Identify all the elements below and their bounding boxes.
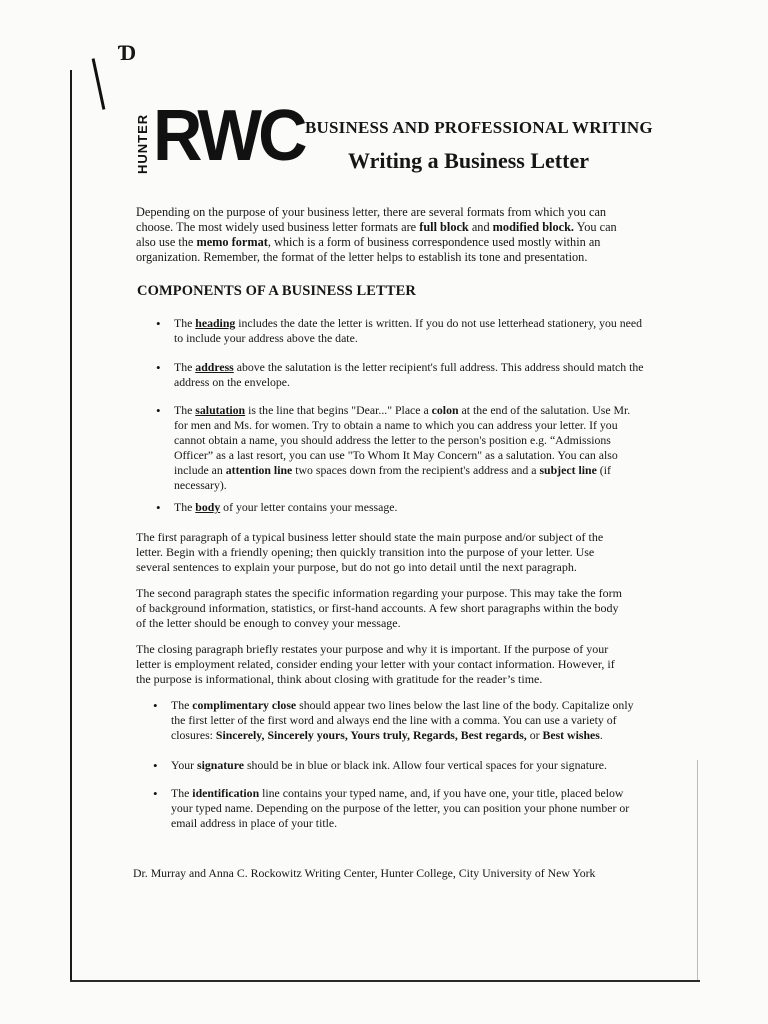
document-page: Ɗ HUNTER RWC BUSINESS AND PROFESSIONAL WRITING Writing a Business Letter Depending on the purpose of your business letter, there are several formats from which you can choose. The most widely used business letter formats are full block and modified block. You can also use the memo format, which is a form of business correspondence used mostly within an organization. Remember, the format of the letter helps to establish its tone and presentation. COMPONENTS OF A BUSINESS LETTER • The heading includes the date the letter is written. If you do not use letterhead stationery, you need to include your address above the date. • The address above the salutation is the letter recipient's full address. This address should match the address on the envelope. • The salutation is the line that begins "Dear..." Place a colon at the end of the salutation. Use Mr. for men and Ms. for women. Try to obtain a name to which you can address your letter. If you cannot obtain a name, you should address the letter to the person's position e.g. “Admissions Officer” as a last resort, you can use "To Whom It May Concern" as a salutation. You can also include an attention line two spaces down from the recipient's address and a subject line (if necessary). • The body of your letter contains your message. The first paragraph of a typical business letter should state the main purpose and/or subject of the letter. Begin with a friendly opening; then quickly transition into the purpose of your letter. Use several sentences to explain your purpose, but do not go into detail until the next paragraph. The second paragraph states the specific information regarding your purpose. This may take the form of background information, statistics, or first-hand accounts. A few short paragraphs within the body of the letter should be enough to convey your message. The closing paragraph briefly restates your purpose and why it is important. If the purpose of your letter is employment related, consider ending your letter with your contact information. However, if the purpose is informational, think about closing with gratitude for the reader’s time. • The complimentary close should appear two lines below the last line of the body. Capitalize only the first letter of the first word and always end the line with a comma. You can use a variety of closures: Sincerely, Sincerely yours, Yours truly, Regards, Best regards, or Best wishes. • Your signature should be in blue or black ink. Allow four vertical spaces for your signature. • The identification line contains your typed name, and, if you have one, your title, placed below your typed name. Depending on the purpose of the letter, you can position your phone number or email address in place of your title. Dr. Murray and Anna C. Rockowitz Writing Center, Hunter College, City University of New York [0, 0, 768, 1024]
bullet-icon: • [156, 403, 161, 418]
term-body: body [195, 500, 221, 514]
scan-right-edge [697, 760, 698, 980]
footer-credit: Dr. Murray and Anna C. Rockowitz Writing Center, Hunter College, City University of New York [133, 866, 596, 880]
closure-examples: Sincerely, Sincerely yours, Yours truly, Regards, Best regards, [215, 728, 527, 742]
term-subject-line: subject line [539, 463, 597, 477]
second-paragraph-text: The second paragraph states the specific information regarding your purpose. This may take the form of background information, statistics, or first-hand accounts. A few short paragraphs within the body of the letter should be enough to convey your message. [136, 586, 622, 630]
scan-bottom-edge [70, 980, 700, 982]
handwritten-scribble: Ɗ [118, 40, 136, 65]
logo-rwc-text: RWC [153, 96, 304, 176]
logo-hunter-text: HUNTER [135, 113, 150, 175]
term-memo-format: memo format [196, 235, 268, 249]
term-signature: signature [197, 758, 244, 772]
closure-last-example: Best wishes [542, 728, 600, 742]
term-modified-block: modified block. [492, 220, 574, 234]
bullet-icon: • [153, 758, 158, 773]
document-title: Writing a Business Letter [348, 148, 589, 173]
document-category-title: BUSINESS AND PROFESSIONAL WRITING [305, 118, 653, 137]
term-heading: heading [195, 316, 236, 330]
term-address: address [195, 360, 234, 374]
term-colon: colon [431, 403, 459, 417]
term-salutation: salutation [195, 403, 246, 417]
intro-paragraph: Depending on the purpose of your business letter, there are several formats from which you can choose. The most widely used business letter formats are full block and modified block. You can also use the memo format, which is a form of business correspondence used mostly within an organization. Remember, the format of the letter helps to establish its tone and presentation. [136, 205, 617, 264]
section-title: COMPONENTS OF A BUSINESS LETTER [137, 283, 416, 299]
bullet-icon: • [156, 360, 161, 375]
bullet-icon: • [156, 500, 161, 515]
bullet-icon: • [156, 316, 161, 331]
bullet-icon: • [153, 698, 158, 713]
rwc-logo [135, 96, 304, 180]
pen-stroke-mark [92, 58, 106, 109]
term-identification: identification [192, 786, 260, 800]
term-complimentary-close: complimentary close [192, 698, 297, 712]
bullet-icon: • [153, 786, 158, 801]
first-paragraph-text: The first paragraph of a typical business letter should state the main purpose and/or subject of the letter. Begin with a friendly opening; then quickly transition into the purpose of your letter. Use several sentences to explain your purpose, but do not go into detail until the next paragraph. [136, 530, 604, 574]
scan-left-edge [70, 70, 72, 982]
term-attention-line: attention line [225, 463, 293, 477]
term-full-block: full block [419, 220, 469, 234]
closing-paragraph-text: The closing paragraph briefly restates your purpose and why it is important. If the purpose of your letter is employment related, consider ending your letter with your contact information. However, if the purpose is informational, think about closing with gratitude for the reader’s time. [136, 642, 615, 686]
